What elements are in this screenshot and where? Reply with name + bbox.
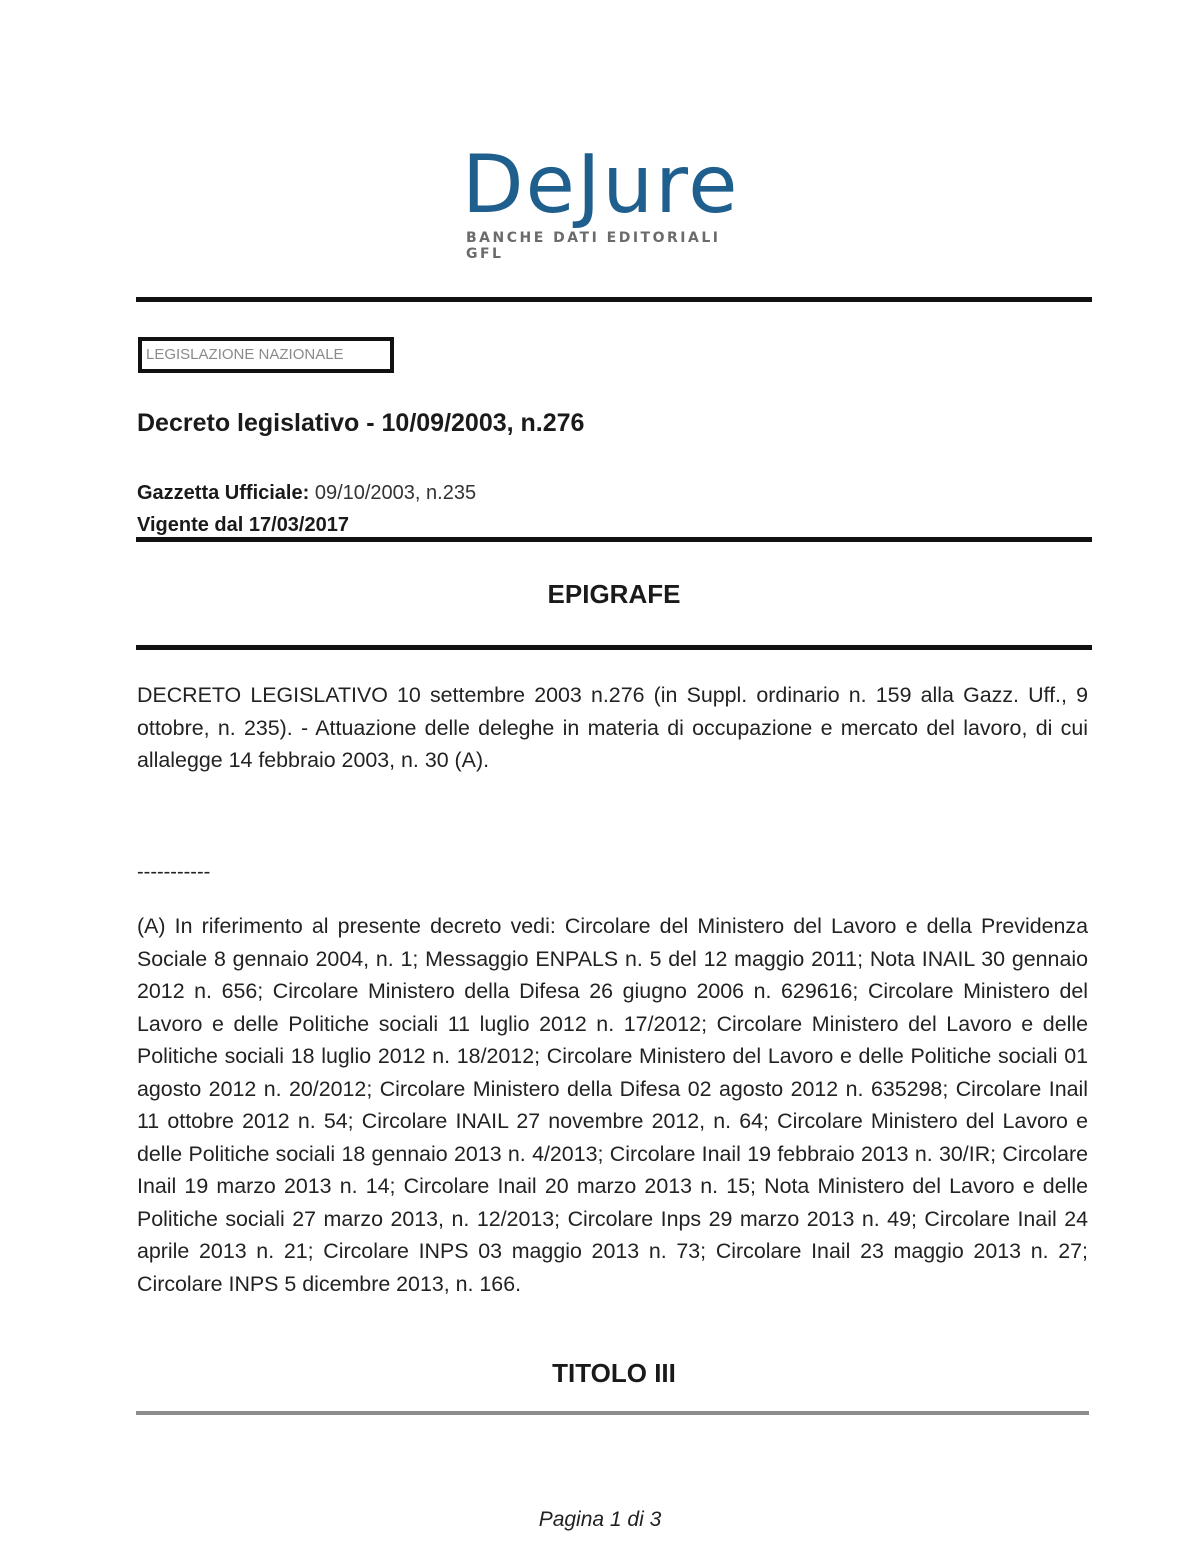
- page-number: Pagina 1 di 3: [538, 1508, 662, 1531]
- dejure-logo: [462, 138, 762, 262]
- note-separator: -----------: [137, 861, 211, 883]
- epigrafe-heading: EPIGRAFE: [547, 579, 681, 609]
- gazzetta-line: [137, 479, 476, 507]
- gazzetta-label: Gazzetta Ufficiale:: [137, 482, 310, 504]
- note-text: (A) In riferimento al presente decreto vedi: Circolare del Ministero del Lavoro e della Previdenza Sociale 8 gennaio 2004, n. 1; Messaggio ENPALS n. 5 del 12 maggio 2011; Nota INAIL 30 gennaio 2012 n. 656; Circolare Ministero della Difesa 26 giugno 2006 n. 629616; Circolare Ministero del Lavoro e delle Politiche sociali 11 luglio 2012 n. 17/2012; Circolare Ministero del Lavoro e delle Politiche sociali 18 luglio 2012 n. 18/2012; Circolare Ministero del Lavoro e delle Politiche sociali 01 agosto 2012 n. 20/2012; Circolare Ministero della Difesa 02 agosto 2012 n. 635298; Circolare Inail 11 ottobre 2012 n. 54; Circolare INAIL 27 novembre 2012, n. 64; Circolare Ministero del Lavoro e delle Politiche sociali 18 gennaio 2013 n. 4/2013; Circolare Inail 19 febbraio 2013 n. 30/IR; Circolare Inail 19 marzo 2013 n. 14; Circolare Inail 20 marzo 2013 n. 15; Nota Ministero del Lavoro e delle Politiche sociali 27 marzo 2013, n. 12/2013; Circolare Inps 29 marzo 2013 n. 49; Circolare Inail 24 aprile 2013 n. 21; Circolare INPS 03 maggio 2013 n. 73; Circolare Inail 23 maggio 2013 n. 27; Circolare INPS 5 dicembre 2013, n. 166.: [137, 914, 1088, 1296]
- category-badge: LEGISLAZIONE NAZIONALE: [138, 337, 394, 373]
- logo-wordmark: DeJure: [462, 138, 740, 231]
- vigente-line: [137, 511, 349, 539]
- vigente-date: Vigente dal 17/03/2017: [137, 514, 349, 536]
- gazzetta-value: 09/10/2003, n.235: [314, 482, 477, 504]
- epigrafe-divider: [136, 645, 1092, 650]
- epigrafe-text: DECRETO LEGISLATIVO 10 settembre 2003 n.276 (in Suppl. ordinario n. 159 alla Gazz. Uff., 9 ottobre, n. 235). - Attuazione delle deleghe in materia di occupazione e mercato del lavoro, di cui allalegge 14 febbraio 2003, n. 30 (A).: [137, 683, 1088, 772]
- titolo-divider: [136, 1411, 1089, 1415]
- titolo-heading: TITOLO III: [552, 1358, 676, 1388]
- top-divider: [136, 297, 1092, 302]
- document-title: Decreto legislativo - 10/09/2003, n.276: [137, 409, 585, 437]
- header-divider: [136, 537, 1092, 542]
- logo-tagline: BANCHE DATI EDITORIALI GFL: [466, 230, 721, 262]
